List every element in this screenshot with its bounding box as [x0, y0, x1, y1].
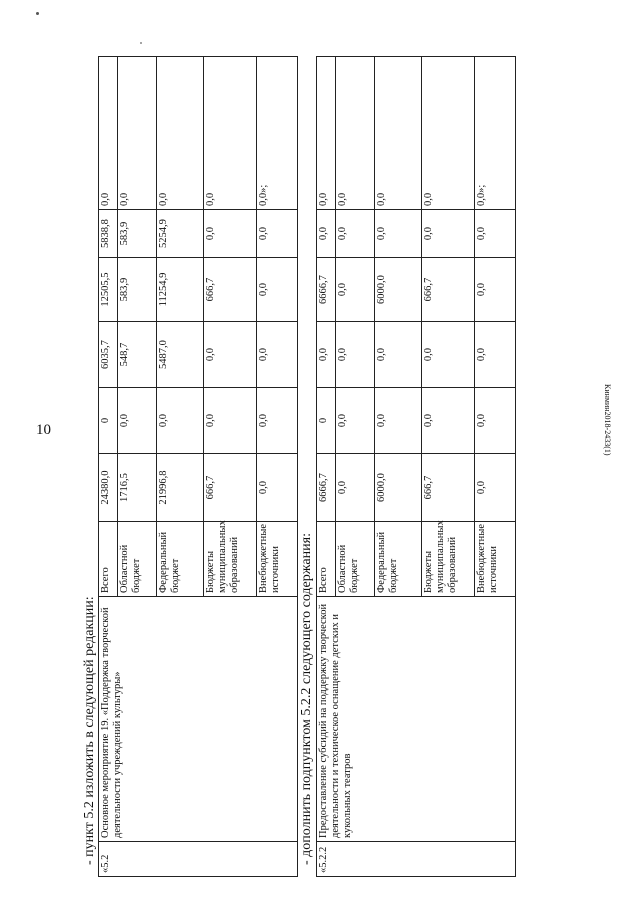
value-cell: 12505,5 — [99, 258, 118, 322]
funding-source: Федеральный бюджет — [157, 522, 204, 597]
value-cell: 0,0 — [204, 57, 257, 210]
value-cell: 0,0 — [118, 388, 157, 454]
value-cell: 0,0 — [204, 388, 257, 454]
value-cell: 0,0 — [475, 210, 516, 258]
value-cell: 0,0 — [336, 388, 375, 454]
value-cell: 0,0 — [204, 210, 257, 258]
value-cell: 0,0 — [475, 388, 516, 454]
value-cell: 0,0 — [422, 210, 475, 258]
value-cell: 0,0 — [375, 322, 422, 388]
document-stamp: Кинмин2018-2433(1) — [603, 384, 612, 456]
value-cell: 0,0 — [99, 57, 118, 210]
value-cell: 5254,9 — [157, 210, 204, 258]
item-number: «5.2 — [99, 842, 298, 877]
value-cell: 1716,5 — [118, 454, 157, 522]
value-cell: 0,0 — [422, 322, 475, 388]
value-cell: 5838,8 — [99, 210, 118, 258]
section-table — [98, 56, 298, 877]
section-table — [316, 56, 516, 877]
value-cell: 0,0 — [336, 258, 375, 322]
value-cell: 0,0 — [257, 258, 298, 322]
funding-source: Областной бюджет — [118, 522, 157, 597]
item-name: Основное мероприятие 19. «Поддержка творческой деятельности учреждений культуры» — [99, 597, 298, 842]
value-cell: 6000,0 — [375, 258, 422, 322]
value-cell: 583,9 — [118, 258, 157, 322]
value-cell: 5487,0 — [157, 322, 204, 388]
value-cell: 666,7 — [204, 454, 257, 522]
value-cell: 0,0 — [204, 322, 257, 388]
value-cell: 0,0 — [257, 388, 298, 454]
value-cell: 6666,7 — [317, 454, 336, 522]
value-cell: 548,7 — [118, 322, 157, 388]
section-heading: - пункт 5.2 изложить в следующей редакции: — [82, 596, 97, 865]
value-cell: 0,0 — [475, 258, 516, 322]
value-cell: 666,7 — [204, 258, 257, 322]
value-cell: 0,0 — [257, 454, 298, 522]
value-cell: 666,7 — [422, 454, 475, 522]
funding-source: Внебюджетные источники — [257, 522, 298, 597]
scan-speck — [140, 42, 142, 44]
value-cell: 0,0 — [375, 388, 422, 454]
value-cell: 0,0 — [336, 322, 375, 388]
value-cell: 0,0 — [475, 454, 516, 522]
value-cell: 0 — [99, 388, 118, 454]
value-cell: 0,0 — [118, 57, 157, 210]
value-cell: 0,0 — [317, 322, 336, 388]
value-cell: 0,0 — [336, 454, 375, 522]
value-cell: 0,0»; — [257, 57, 298, 210]
value-cell: 0,0 — [336, 57, 375, 210]
value-cell: 6666,7 — [317, 258, 336, 322]
value-cell: 0 — [317, 388, 336, 454]
value-cell: 0,0 — [157, 57, 204, 210]
value-cell: 0,0 — [422, 388, 475, 454]
value-cell: 21996,8 — [157, 454, 204, 522]
value-cell: 666,7 — [422, 258, 475, 322]
value-cell: 11254,9 — [157, 258, 204, 322]
funding-source: Всего — [99, 522, 118, 597]
item-number: «5.2.2 — [317, 842, 516, 877]
value-cell: 0,0 — [317, 210, 336, 258]
rotated-page-content — [82, 57, 542, 877]
section-heading: - дополнить подпунктом 5.2.2 следующего содержания: — [299, 533, 314, 865]
page-number: 10 — [36, 422, 51, 438]
value-cell: 0,0 — [475, 322, 516, 388]
funding-source: Всего — [317, 522, 336, 597]
funding-source: Бюджеты муниципальных образований — [422, 522, 475, 597]
value-cell: 0,0 — [336, 210, 375, 258]
funding-source: Областной бюджет — [336, 522, 375, 597]
value-cell: 24380,0 — [99, 454, 118, 522]
value-cell: 0,0 — [422, 57, 475, 210]
value-cell: 0,0»; — [475, 57, 516, 210]
funding-source: Федеральный бюджет — [375, 522, 422, 597]
value-cell: 6000,0 — [375, 454, 422, 522]
value-cell: 0,0 — [157, 388, 204, 454]
value-cell: 583,9 — [118, 210, 157, 258]
value-cell: 0,0 — [317, 57, 336, 210]
value-cell: 0,0 — [375, 57, 422, 210]
value-cell: 6035,7 — [99, 322, 118, 388]
value-cell: 0,0 — [375, 210, 422, 258]
scan-speck — [36, 12, 39, 15]
funding-source: Внебюджетные источники — [475, 522, 516, 597]
funding-source: Бюджеты муниципальных образований — [204, 522, 257, 597]
value-cell: 0,0 — [257, 210, 298, 258]
item-name: Предоставление субсидий на поддержку творческой деятельности и техническое оснащение детских и кукольных театров — [317, 597, 516, 842]
value-cell: 0,0 — [257, 322, 298, 388]
